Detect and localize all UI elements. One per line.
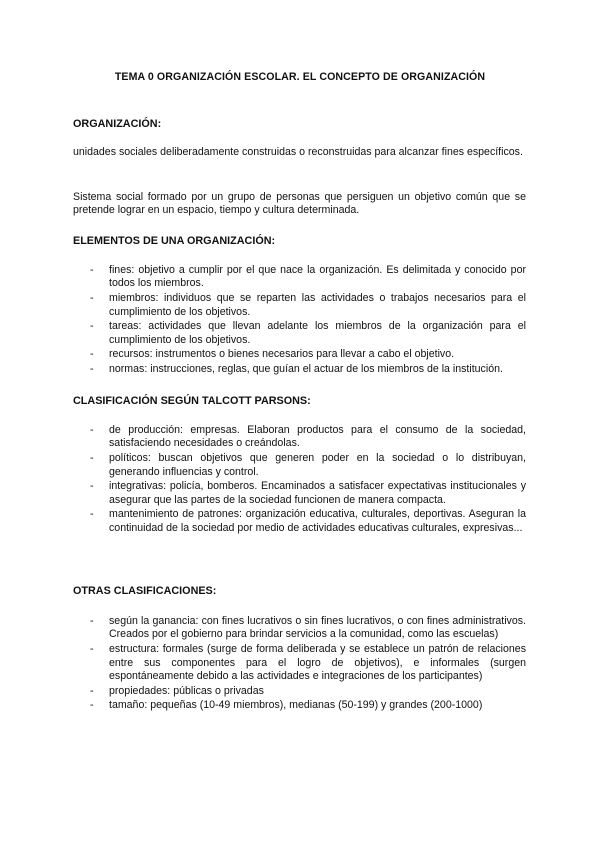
section-heading-otras: OTRAS CLASIFICACIONES: [73,585,217,597]
document-title: TEMA 0 ORGANIZACIÓN ESCOLAR. EL CONCEPTO DE ORGANIZACIÓN [114,71,486,83]
list-clasificacion [0,424,600,536]
list-item: - estructura: formales (surge de forma deliberada y se establece un patrón de relaciones entre sus componentes para el logro de objetivos), e informales (surgen espontáneamente debido a las actividades e integraciones de los participantes) [109,643,526,683]
list-item: - recursos: instrumentos o bienes necesarios para llevar a cabo el objetivo. [109,348,526,361]
list-otras [0,615,600,714]
section-heading-clasificacion: CLASIFICACIÓN SEGÚN TALCOTT PARSONS: [73,395,311,407]
list-item: - de producción: empresas. Elaboran productos para el consumo de la sociedad, satisfaciendo necesidades o creándolas. [109,424,526,451]
paragraph-definition: unidades sociales deliberadamente construidas o reconstruidas para alcanzar fines específicos. [73,146,523,158]
list-item: - mantenimiento de patrones: organización educativa, culturales, deportivas. Aseguran la continuidad de la sociedad por medio de actividades educativas culturales, expresivas... [109,508,526,535]
list-item: - normas: instrucciones, reglas, que guían el actuar de los miembros de la institución. [109,363,526,376]
section-heading-organizacion: ORGANIZACIÓN: [73,118,162,130]
list-item: - políticos: buscan objetivos que generen poder en la sociedad o lo distribuyan, generando influencias y control. [109,452,526,479]
list-elementos [0,264,600,378]
list-item: - según la ganancia: con fines lucrativos o sin fines lucrativos, o con fines administrativos. Creados por el gobierno para brindar servicios a la comunidad, como las escuelas) [109,615,526,642]
list-item: - tamaño: pequeñas (10-49 miembros), medianas (50-199) y grandes (200-1000) [109,699,526,712]
list-item: - fines: objetivo a cumplir por el que nace la organización. Es delimitada y conocido por todos los miembros. [109,264,526,291]
paragraph-social-system: Sistema social formado por un grupo de personas que persiguen un objetivo común que se pretende lograr en un espacio, tiempo y cultura determinada. [73,191,526,217]
list-item: - tareas: actividades que llevan adelante los miembros de la organización para el cumplimiento de los objetivos. [109,320,526,347]
section-heading-elementos: ELEMENTOS DE UNA ORGANIZACIÓN: [73,235,276,247]
list-item: - integrativas: policía, bomberos. Encaminados a satisfacer expectativas institucionales y asegurar que las partes de la sociedad funcionen de manera compacta. [109,480,526,507]
list-item: - miembros: individuos que se reparten las actividades o trabajos necesarios para el cumplimiento de los objetivos. [109,292,526,319]
list-item: - propiedades: públicas o privadas [109,685,526,698]
